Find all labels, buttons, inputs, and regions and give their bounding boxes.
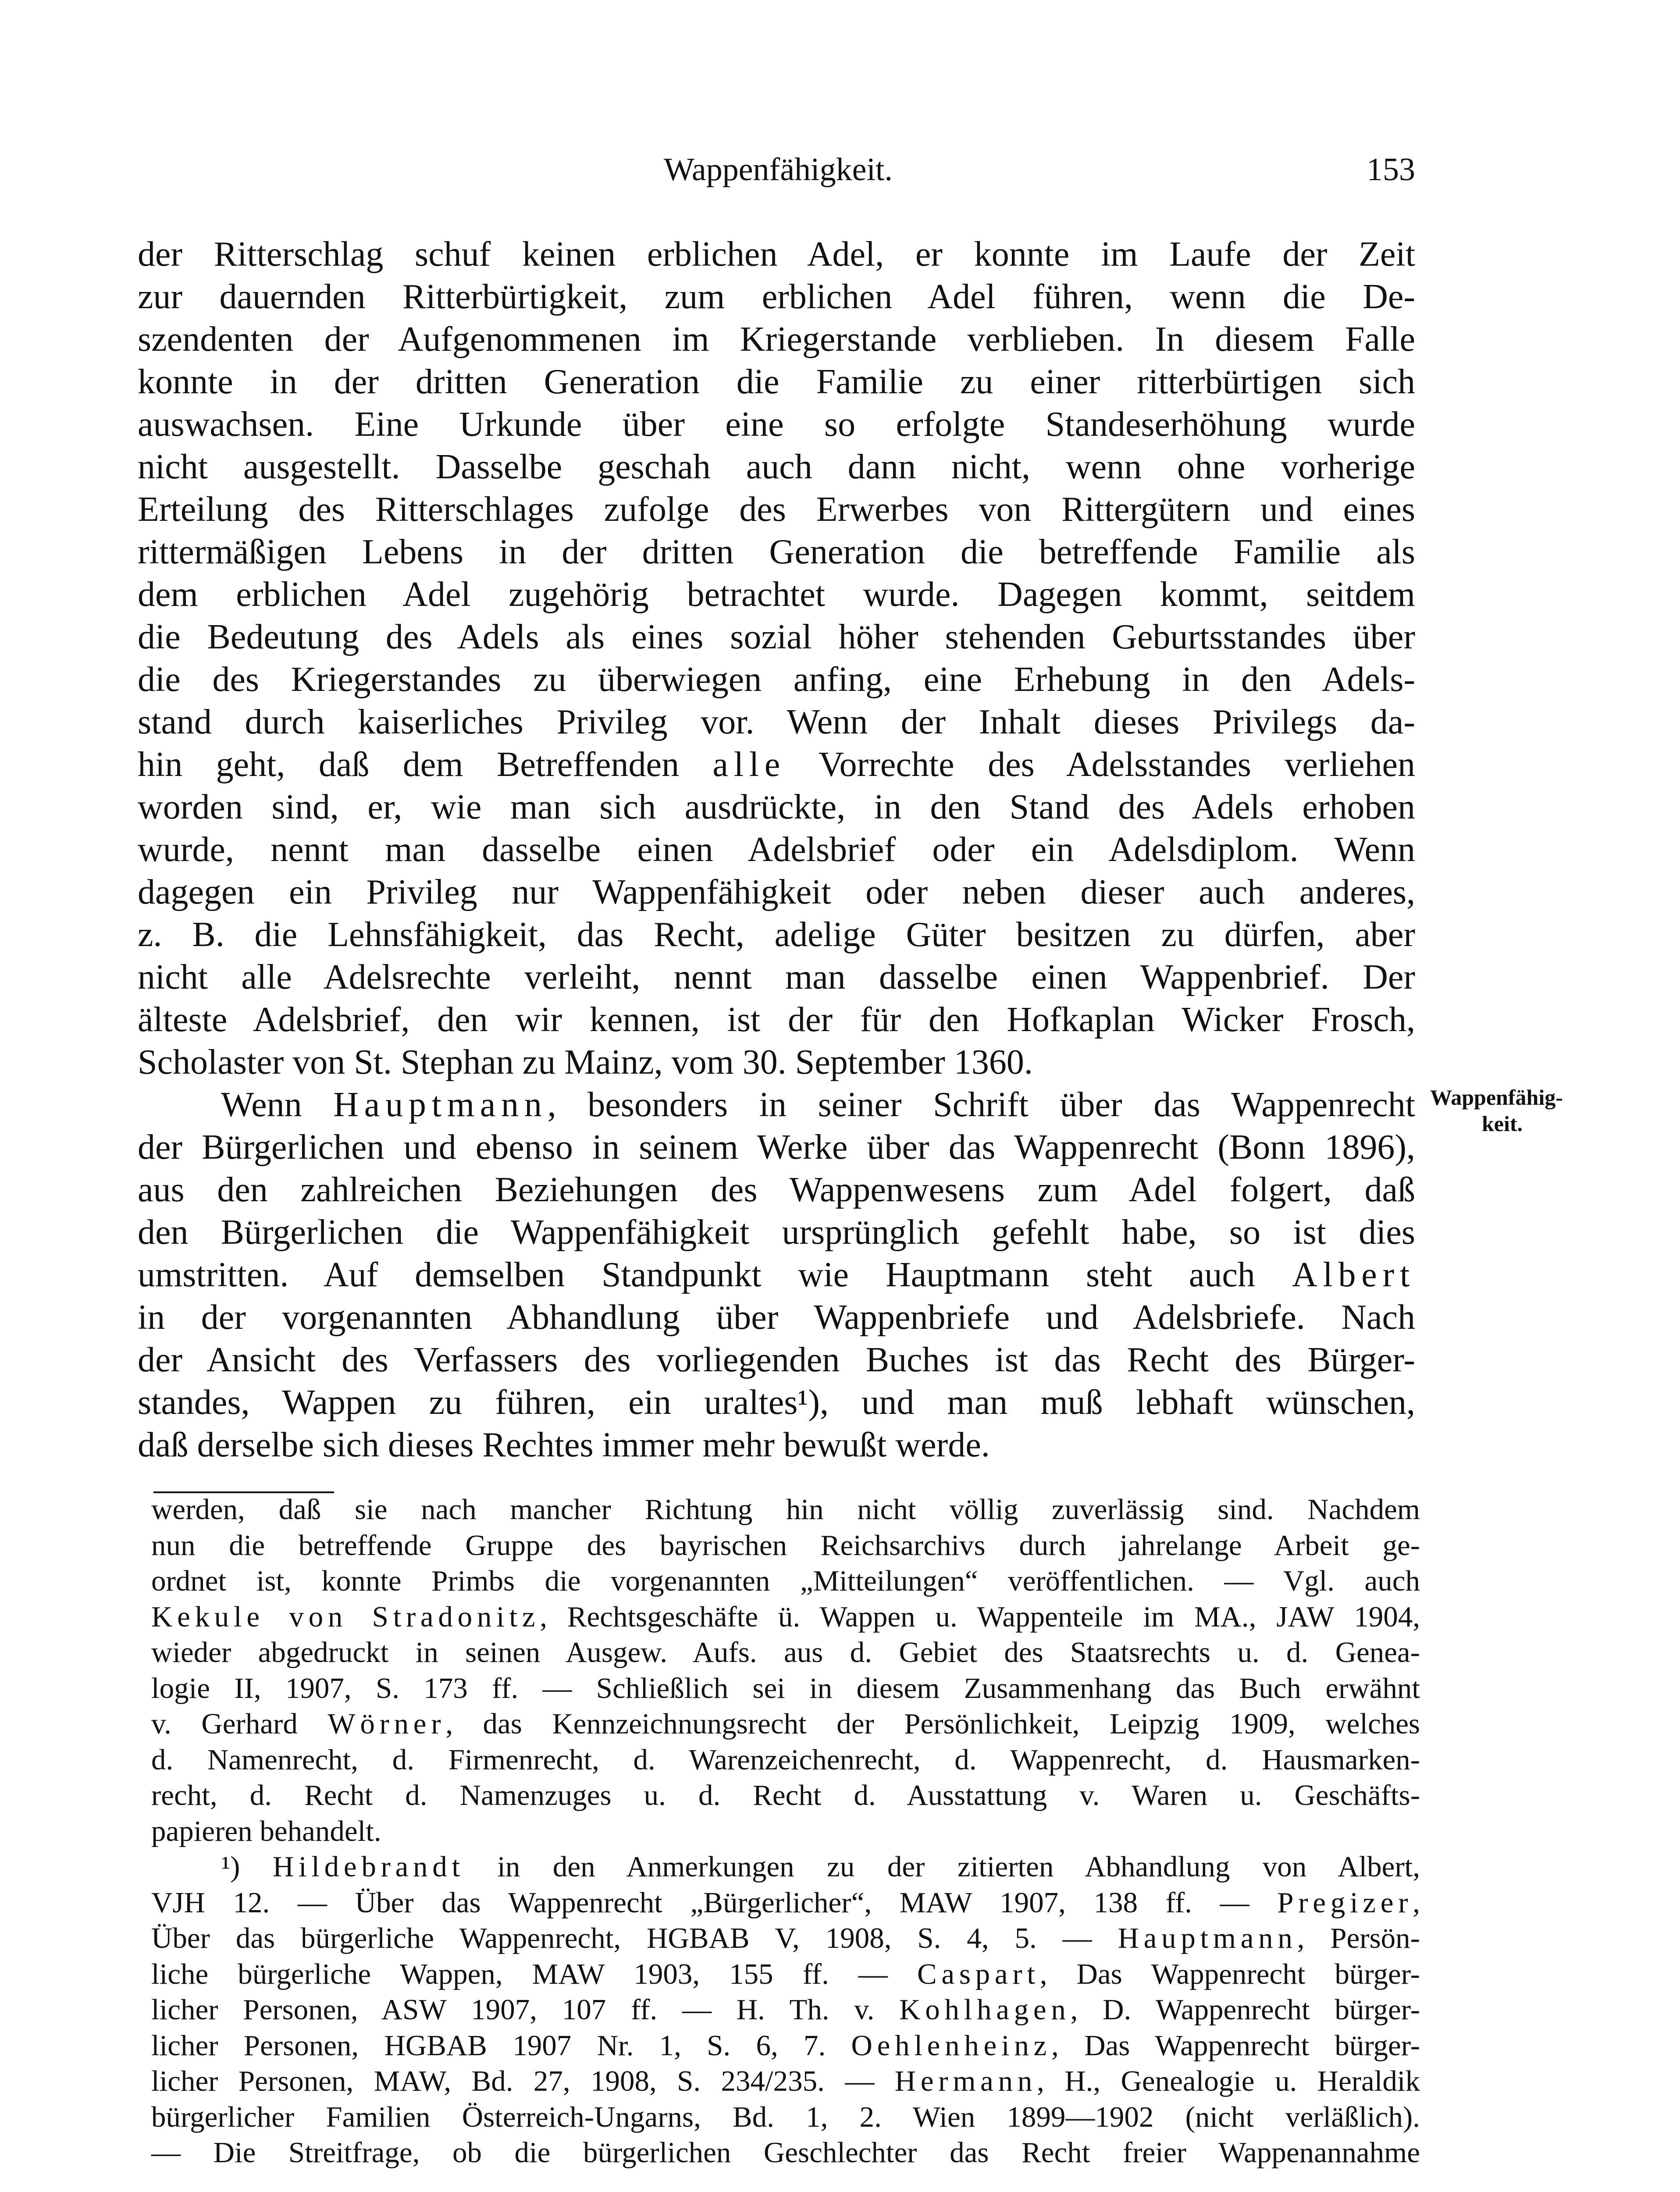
text-run: Wenn: [221, 1085, 334, 1124]
margin-note: keit.: [1482, 1111, 1523, 1136]
text-run: , das Kennzeichnungsrecht der Persönlichkeit, Leipzig 1909, welches: [445, 1708, 1420, 1740]
text-run: ordnet ist, konnte Primbs die vorgenannten „Mitteilungen“ veröffentlichen. — Vgl. auch: [151, 1565, 1420, 1598]
body-line: [138, 786, 1415, 829]
letterspaced-name: Hauptmann: [1118, 1922, 1297, 1955]
text-run: zur dauernden Ritterbürtigkeit, zum erblichen Adel führen, wenn die De-: [138, 277, 1415, 316]
body-line: [138, 701, 1415, 744]
text-run: daß derselbe sich dieses Rechtes immer mehr bewußt werde.: [138, 1425, 990, 1464]
body-line: [138, 1339, 1415, 1381]
text-run: die Bedeutung des Adels als eines sozial höher stehenden Geburtsstandes über: [138, 617, 1415, 656]
text-run: dagegen ein Privileg nur Wappenfähigkeit oder neben dieser auch anderes,: [138, 872, 1415, 911]
text-run: wieder abgedruckt in seinen Ausgew. Aufs. aus d. Gebiet des Staatsrechts u. d. Genea-: [151, 1636, 1420, 1669]
text-run: d. Namenrecht, d. Firmenrecht, d. Warenzeichenrecht, d. Wappenrecht, d. Hausmarken-: [151, 1743, 1420, 1776]
body-line: [138, 914, 1415, 956]
margin-note: Wappenfähig-: [1430, 1085, 1563, 1110]
text-run: papieren behandelt.: [151, 1815, 381, 1847]
text-run: v. Gerhard: [151, 1708, 328, 1740]
text-run: hin geht, daß dem Betreffenden: [138, 745, 713, 784]
text-run: Vorrechte des Adelsstandes verliehen: [786, 745, 1415, 784]
text-run: , Das Wappenrecht bürger-: [1039, 1957, 1420, 1990]
text-run: Über das bürgerliche Wappenrecht, HGBAB V, 1908, S. 4, 5. —: [151, 1922, 1118, 1955]
body-line: [138, 956, 1415, 999]
text-run: der Ritterschlag schuf keinen erblichen Adel, er konnte im Laufe der Zeit: [138, 235, 1415, 274]
text-run: szendenten der Aufgenommenen im Kriegerstande verblieben. In diesem Falle: [138, 320, 1415, 359]
body-line: [138, 1211, 1415, 1254]
body-line: [138, 1254, 1415, 1296]
footnote-line: [151, 1528, 1420, 1563]
body-line: [138, 276, 1415, 318]
footnote-line: [151, 1599, 1420, 1635]
text-run: , H., Genealogie u. Heraldik: [1037, 2065, 1420, 2098]
text-run: nicht ausgestellt. Dasselbe geschah auch dann nicht, wenn ohne vorherige: [138, 447, 1415, 486]
footnote-line: [151, 1778, 1420, 1813]
footnote-line: [151, 1814, 1420, 1849]
text-run: nicht alle Adelsrechte verleiht, nennt man dasselbe einen Wappenbrief. Der: [138, 957, 1415, 996]
text-run: Scholaster von St. Stephan zu Mainz, vom 30. September 1360.: [138, 1043, 1033, 1082]
body-line: [138, 1169, 1415, 1211]
footnote-line: [151, 1849, 1420, 1885]
letterspaced-name: alle: [712, 745, 786, 784]
text-run: auswachsen. Eine Urkunde über eine so erfolgte Standeserhöhung wurde: [138, 405, 1415, 444]
footnote-line: [151, 2064, 1420, 2099]
text-run: recht, d. Recht d. Namenzuges u. d. Recht d. Ausstattung v. Waren u. Geschäfts-: [151, 1779, 1420, 1812]
text-run: älteste Adelsbrief, den wir kennen, ist der für den Hofkaplan Wicker Frosch,: [138, 1000, 1415, 1039]
body-line: [138, 616, 1415, 658]
body-line: [138, 829, 1415, 871]
footnote-line: [151, 1921, 1420, 1956]
text-run: die des Kriegerstandes zu überwiegen anfing, eine Erhebung in den Adels-: [138, 660, 1415, 699]
letterspaced-name: Hermann: [894, 2065, 1037, 2098]
footnote-line: [151, 2099, 1420, 2135]
text-run: — Die Streitfrage, ob die bürgerlichen Geschlechter das Recht freier Wappenannahme: [151, 2136, 1420, 2169]
body-line: [138, 1041, 1415, 1084]
body-line: [138, 744, 1415, 786]
text-run: , Persön-: [1297, 1922, 1420, 1955]
text-run: umstritten. Auf demselben Standpunkt wie Hauptmann steht auch: [138, 1255, 1292, 1294]
letterspaced-name: Wörner: [327, 1708, 446, 1740]
body-line: [138, 999, 1415, 1041]
letterspaced-name: Caspart: [917, 1957, 1040, 1990]
text-run: aus den zahlreichen Beziehungen des Wappenwesens zum Adel folgert, daß: [138, 1170, 1415, 1209]
body-line: [138, 658, 1415, 701]
body-line: [138, 318, 1415, 361]
footnote-line: [151, 1635, 1420, 1670]
footnote-line: [151, 1492, 1420, 1527]
body-line: [138, 1296, 1415, 1339]
text-run: logie II, 1907, S. 173 ff. — Schließlich sei in diesem Zusammenhang das Buch erwähnt: [151, 1672, 1420, 1704]
text-run: rittermäßigen Lebens in der dritten Generation die betreffende Familie als: [138, 532, 1415, 571]
letterspaced-name: Hauptmann: [333, 1085, 548, 1124]
body-line: [138, 531, 1415, 573]
text-run: , Rechtsgeschäfte ü. Wappen u. Wappenteile im MA., JAW 1904,: [540, 1600, 1420, 1633]
text-run: z. B. die Lehnsfähigkeit, das Recht, adelige Güter besitzen zu dürfen, aber: [138, 915, 1415, 954]
text-run: licher Personen, ASW 1907, 107 ff. — H. Th. v.: [151, 1993, 900, 2026]
text-run: licher Personen, HGBAB 1907 Nr. 1, S. 6, 7.: [151, 2029, 851, 2062]
footnote-line: [151, 1992, 1420, 2028]
text-run: worden sind, er, wie man sich ausdrückte, in den Stand des Adels erhoben: [138, 787, 1415, 826]
running-header-title: Wappenfähigkeit.: [663, 152, 893, 188]
text-run: stand durch kaiserliches Privileg vor. Wenn der Inhalt dieses Privilegs da-: [138, 702, 1415, 741]
text-run: VJH 12. — Über das Wappenrecht „Bürgerlicher“, MAW 1907, 138 ff. —: [151, 1886, 1278, 1919]
body-line: [138, 233, 1415, 276]
text-run: licher Personen, MAW, Bd. 27, 1908, S. 234/235. —: [151, 2065, 895, 2098]
footnote-line: [151, 1885, 1420, 1921]
body-line: [138, 403, 1415, 446]
footnote-line: [151, 1671, 1420, 1706]
footnote-line: [151, 2028, 1420, 2064]
text-run: , besonders in seiner Schrift über das Wappenrecht: [547, 1085, 1415, 1124]
body-line: [138, 446, 1415, 488]
text-run: der Bürgerlichen und ebenso in seinem Werke über das Wappenrecht (Bonn 1896),: [138, 1128, 1415, 1167]
text-run: standes, Wappen zu führen, ein uraltes¹), und man muß lebhaft wünschen,: [138, 1383, 1415, 1422]
body-line: [138, 488, 1415, 531]
body-line: [138, 1084, 1415, 1126]
text-run: werden, daß sie nach mancher Richtung hin nicht völlig zuverlässig sind. Nachdem: [151, 1493, 1420, 1526]
footnote-line: [151, 1742, 1420, 1778]
text-run: bürgerlicher Familien Österreich-Ungarns, Bd. 1, 2. Wien 1899—1902 (nicht verläßlich).: [151, 2100, 1420, 2133]
text-run: nun die betreffende Gruppe des bayrischen Reichsarchivs durch jahrelange Arbeit ge-: [151, 1529, 1420, 1562]
text-run: konnte in der dritten Generation die Familie zu einer ritterbürtigen sich: [138, 362, 1415, 401]
letterspaced-name: Oehlenheinz: [851, 2029, 1052, 2062]
body-line: [138, 1381, 1415, 1424]
footnote-line: [151, 1957, 1420, 1992]
text-run: ¹): [221, 1850, 273, 1883]
text-run: Erteilung des Ritterschlages zufolge des Erwerbes von Rittergütern und eines: [138, 490, 1415, 529]
text-run: in der vorgenannten Abhandlung über Wappenbriefe und Adelsbriefe. Nach: [138, 1298, 1415, 1337]
text-run: in den Anmerkungen zu der zitierten Abhandlung von Albert,: [464, 1850, 1420, 1883]
letterspaced-name: Hildebrandt: [272, 1850, 465, 1883]
text-run: wurde, nennt man dasselbe einen Adelsbrief oder ein Adelsdiplom. Wenn: [138, 830, 1415, 869]
text-run: liche bürgerliche Wappen, MAW 1903, 155 ff. —: [151, 1957, 917, 1990]
letterspaced-name: Albert: [1292, 1255, 1415, 1294]
page-number: 153: [1367, 152, 1415, 188]
body-line: [138, 573, 1415, 616]
body-line: [138, 1424, 1415, 1466]
footnote-line: [151, 1706, 1420, 1742]
text-run: den Bürgerlichen die Wappenfähigkeit ursprünglich gefehlt habe, so ist dies: [138, 1213, 1415, 1252]
footnote-line: [151, 2135, 1420, 2171]
text-run: , D. Wappenrecht bürger-: [1070, 1993, 1420, 2026]
letterspaced-name: Kekule von Stradonitz: [151, 1600, 540, 1633]
text-run: der Ansicht des Verfassers des vorliegenden Buches ist das Recht des Bürger-: [138, 1340, 1415, 1379]
footnote-line: [151, 1563, 1420, 1599]
body-line: [138, 1126, 1415, 1169]
text-run: , Das Wappenrecht bürger-: [1051, 2029, 1420, 2062]
body-line: [138, 871, 1415, 914]
body-line: [138, 361, 1415, 403]
text-run: ,: [1413, 1886, 1420, 1919]
text-run: dem erblichen Adel zugehörig betrachtet wurde. Dagegen kommt, seitdem: [138, 575, 1415, 614]
letterspaced-name: Kohlhagen: [899, 1993, 1071, 2026]
letterspaced-name: Pregizer: [1277, 1886, 1413, 1919]
